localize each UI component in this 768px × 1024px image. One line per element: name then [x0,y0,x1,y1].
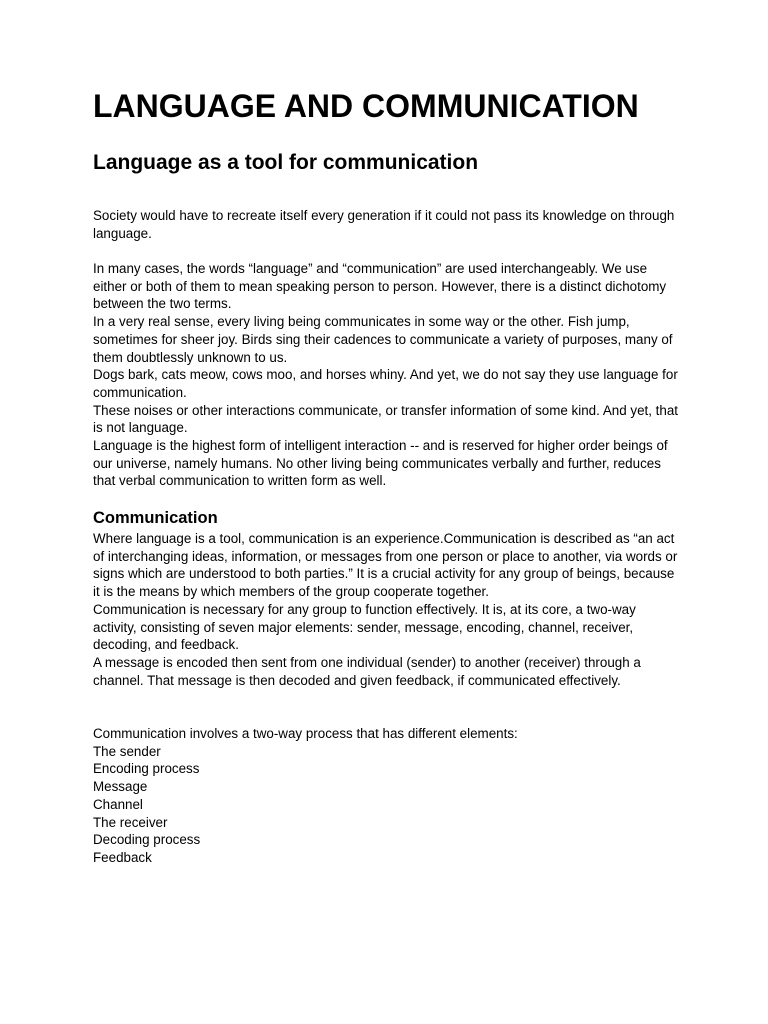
list-item: Feedback [93,849,152,865]
list-item: Encoding process [93,761,200,777]
paragraph: Language is the highest form of intelligent interaction -- and is reserved for higher order beings of our universe, namely humans. No other living being communicates verbally and further, reduces that verbal communication to written form as well. [93,438,668,489]
section-subtitle: Language as a tool for communication [93,151,479,174]
paragraph: Communication is necessary for any group to function effectively. It is, at its core, a two-way activity, consisting of seven major elements: sender, message, encoding, channel, receiver, decoding, and feedback. [93,601,636,653]
paragraph: In many cases, the words “language” and “communication” are used interchangeably. We use either or both of them to mean speaking person to person. However, there is a distinct dichotomy between the two terms. [93,261,667,312]
paragraph: These noises or other interactions communicate, or transfer information of some kind. And yet, that is not language. [93,402,679,436]
elements-list [93,743,683,867]
intro-block [93,207,683,242]
page-title: LANGUAGE AND COMMUNICATION [93,88,639,124]
list-item: Message [93,779,148,795]
section1-block [93,260,683,490]
list-item: The receiver [93,814,168,830]
process-block [93,725,683,867]
list-item: The sender [93,743,161,759]
communication-heading: Communication [93,509,218,527]
paragraph: Where language is a tool, communication is an experience.Communication is described as “an act of interchanging ideas, information, or messages from one person or place to another, via words or signs which are understood to both parties.” It is a crucial activity for any group of beings, because it is the means by which members of the group cooperate together. [93,531,678,600]
section2-block [93,530,683,689]
paragraph: Dogs bark, cats meow, cows moo, and horses whiny. And yet, we do not say they use language for communication. [93,367,678,400]
list-item: Decoding process [93,832,201,848]
process-intro: Communication involves a two-way process that has different elements: [93,726,518,741]
paragraph: In a very real sense, every living being communicates in some way or the other. Fish jump, sometimes for sheer joy. Birds sing their cadences to communicate a variety of purposes, many of them doubtlessly unknown to us. [93,314,673,365]
list-item: Channel [93,796,143,812]
paragraph: A message is encoded then sent from one individual (sender) to another (receiver) through a channel. That message is then decoded and given feedback, if communicated effectively. [93,654,641,688]
intro-paragraph: Society would have to recreate itself every generation if it could not pass its knowledge on through language. [93,208,675,241]
